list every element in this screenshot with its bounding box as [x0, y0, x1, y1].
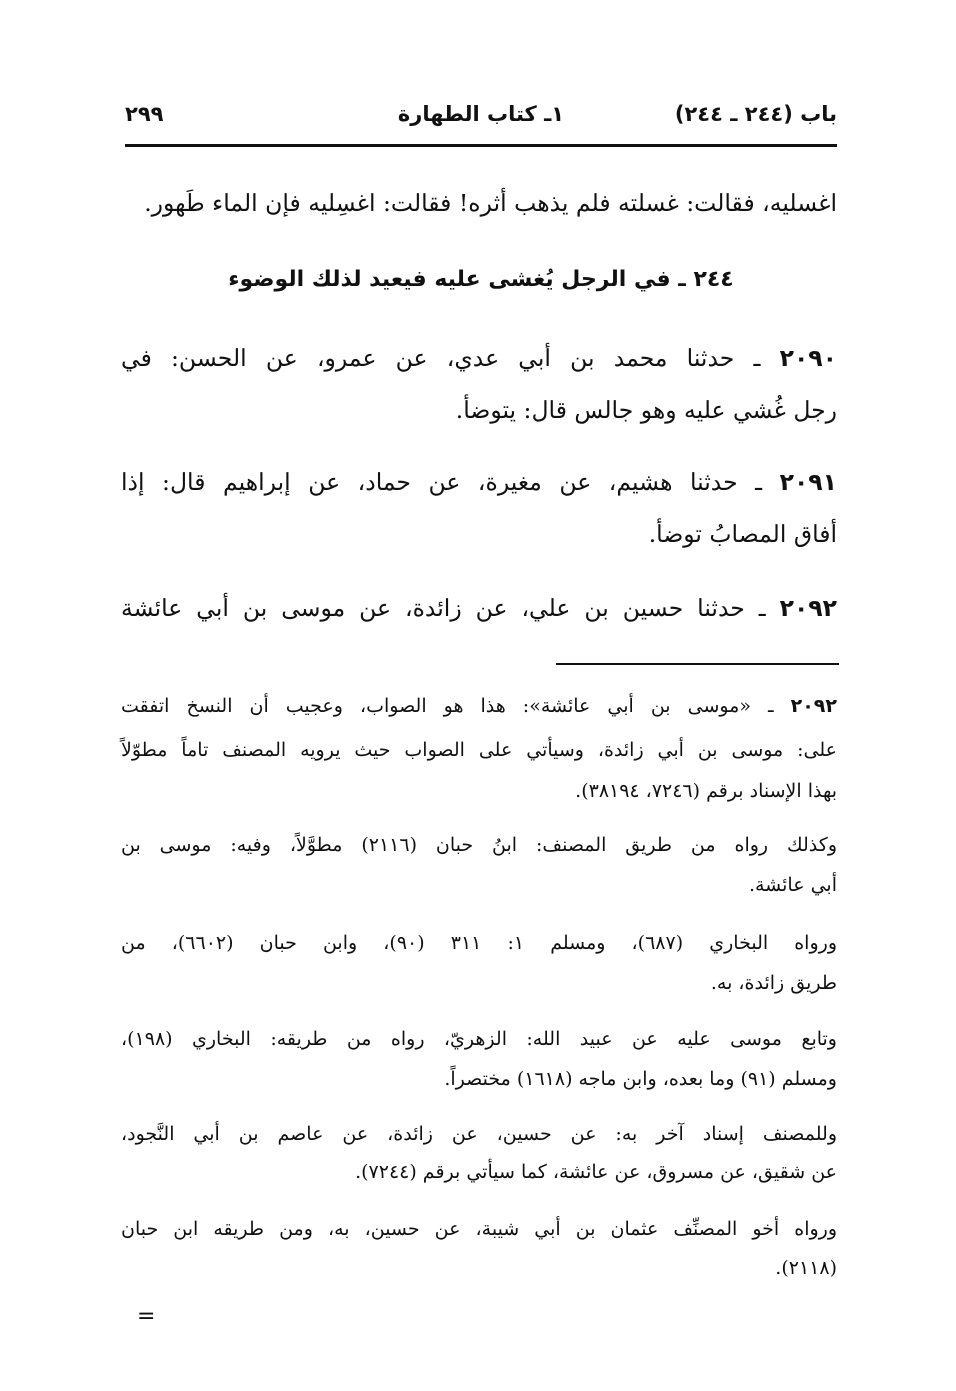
footnote-3-line-2: طريق زائدة، به. [710, 972, 837, 994]
footnote-2-line-2: أبي عائشة. [748, 874, 837, 896]
hadith-2090-line-1: ٢٠٩٠ ـ حدثنا محمد بن أبي عدي، عن عمرو، عن الحسن: في [121, 344, 837, 372]
hadith-2091-line-1: ٢٠٩١ ـ حدثنا هشيم، عن مغيرة، عن حماد، عن إبراهيم قال: إذا [121, 468, 837, 496]
footnote-1-line-3: بهذا الإسناد برقم (٧٢٤٦، ٣٨١٩٤). [575, 780, 837, 802]
running-header [125, 98, 837, 138]
footnote-4-line-2: ومسلم (٩١) وما بعده، وابن ماجه (١٦١٨) مختصراً. [444, 1068, 837, 1090]
header-rule [125, 144, 837, 147]
footnote-6-line-1: ورواه أخو المصنِّف عثمان بن أبي شيبة، عن حسين، به، ومن طريقه ابن حبان [121, 1218, 837, 1240]
hadith-number: ٢٠٩١ [779, 468, 837, 496]
chapter-range: باب (٢٤٤ ـ ٢٤٤) [674, 102, 837, 126]
hadith-2091-line-2: أفاق المصابُ توضأ. [648, 520, 837, 548]
footnote-separator [556, 663, 839, 665]
footnote-number: ٢٠٩٢ [790, 695, 837, 717]
hadith-number: ٢٠٩٠ [779, 344, 837, 372]
footnote-1-line-2: على: موسى بن أبي زائدة، وسيأتي على الصواب حيث يرويه المصنف تاماً مطوّلاً [121, 739, 837, 761]
footnote-5-line-1: وللمصنف إسناد آخر به: عن حسين، عن زائدة، عن عاصم بن أبي النَّجود، [121, 1123, 837, 1145]
page-mark: = [137, 1304, 156, 1329]
chapter-heading: ٢٤٤ ـ في الرجل يُغشى عليه فيعيد لذلك الوضوء [228, 267, 734, 292]
footnote-2-line-1: وكذلك رواه من طريق المصنف: ابنُ حبان (٢١١٦) مطوَّلاً، وفيه: موسى بن [121, 834, 838, 856]
footnote-1-line-1: ٢٠٩٢ ـ «موسى بن أبي عائشة»: هذا هو الصواب، وعجيب أن النسخ اتفقت [121, 695, 837, 717]
footnote-4-line-1: وتابع موسى عليه عن عبيد الله: الزهريّ، رواه من طريقه: البخاري (١٩٨)، [121, 1028, 837, 1050]
book-title: ١ـ كتاب الطهارة [397, 102, 565, 126]
hadith-2092-line-1: ٢٠٩٢ ـ حدثنا حسين بن علي، عن زائدة، عن موسى بن أبي عائشة [121, 594, 837, 622]
hadith-2090-line-2: رجل غُشي عليه وهو جالس قال: يتوضأ. [455, 396, 837, 424]
intro-line: اغسليه، فقالت: غسلته فلم يذهب أثره! فقالت: اغسِليه فإن الماء طَهور. [144, 189, 837, 217]
footnote-6-line-2: (٢١١٨). [775, 1257, 837, 1279]
page-number: ٢٩٩ [125, 102, 164, 126]
hadith-number: ٢٠٩٢ [779, 594, 837, 622]
footnote-5-line-2: عن شقيق، عن مسروق، عن عائشة، كما سيأتي برقم (٧٢٤٤). [355, 1161, 837, 1183]
footnote-3-line-1: ورواه البخاري (٦٨٧)، ومسلم ١: ٣١١ (٩٠)، وابن حبان (٦٦٠٢)، من [121, 932, 837, 954]
